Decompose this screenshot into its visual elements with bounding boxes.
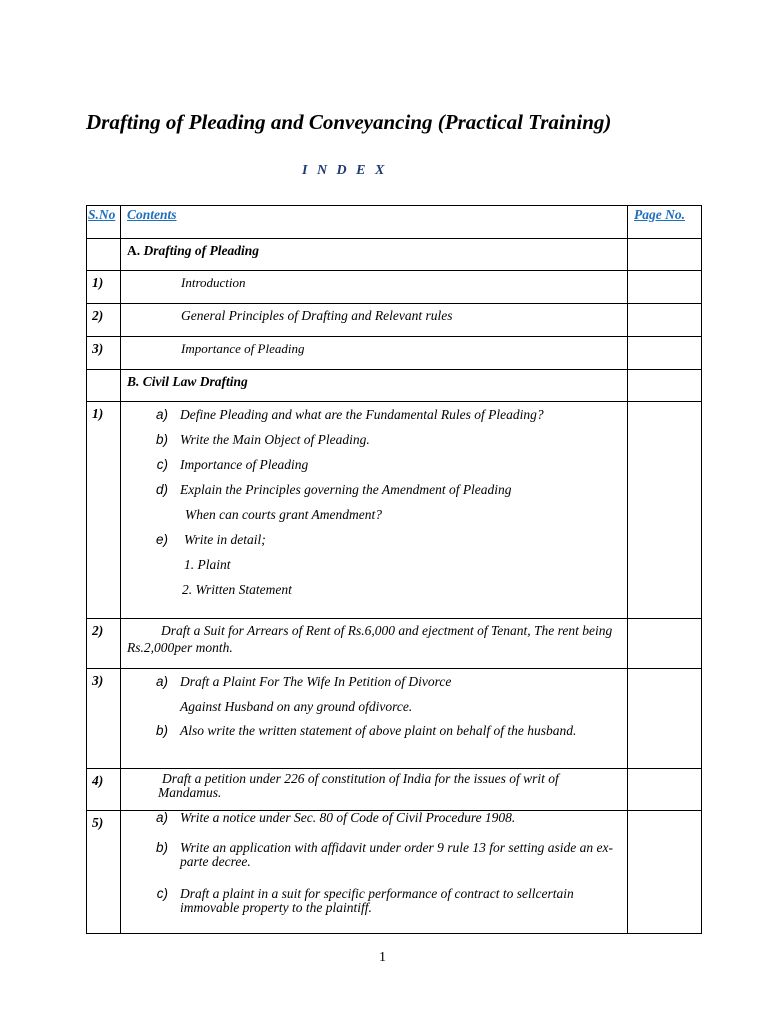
section-b-row <box>87 370 702 402</box>
list-item: c) Importance of Pleading <box>156 457 309 472</box>
table-row <box>87 304 702 337</box>
row-text: Introduction <box>181 275 246 290</box>
table-row <box>87 811 702 934</box>
table-row <box>87 769 702 811</box>
row-text: Draft a Suit for Arrears of Rent of Rs.6,000 and ejectment of Tenant, The rent being Rs.2,000per month. <box>127 623 613 655</box>
row-sno: 2) <box>92 623 104 638</box>
list-item: a) Define Pleading and what are the Fundamental Rules of Pleading? <box>155 407 544 422</box>
list-item: b) Write an application with affidavit under order 9 rule 13 for setting aside an ex-parte decree. <box>155 840 613 869</box>
row-sno: 1) <box>92 406 104 421</box>
table-row <box>87 337 702 370</box>
table-row <box>87 402 702 619</box>
list-item-continuation: Against Husband on any ground ofdivorce. <box>180 699 413 714</box>
index-table <box>86 205 702 934</box>
table-row <box>87 271 702 304</box>
header-contents-link[interactable]: Contents <box>127 207 177 222</box>
row-sno: 1) <box>92 275 104 290</box>
sub-list-item: 1. Plaint <box>184 557 231 572</box>
list-item: d) Explain the Principles governing the Amendment of Pleading <box>155 482 512 497</box>
list-item: a) Draft a Plaint For The Wife In Petition of Divorce <box>155 674 452 689</box>
list-item-continuation: When can courts grant Amendment? <box>185 507 382 522</box>
section-b-heading: B. Civil Law Drafting <box>127 374 248 389</box>
index-heading: I N D E X <box>302 163 388 178</box>
row-text: Importance of Pleading <box>181 341 305 356</box>
row-text: Draft a petition under 226 of constitution of India for the issues of writ of Mandamus. <box>158 771 559 800</box>
row-sno: 4) <box>92 773 104 788</box>
list-item: b) Write the Main Object of Pleading. <box>155 432 370 447</box>
row-sno: 5) <box>92 815 104 830</box>
row-sno: 3) <box>92 341 104 356</box>
document-title: Drafting of Pleading and Conveyancing (Practical Training) <box>86 110 612 134</box>
list-item: c) Draft a plaint in a suit for specific performance of contract to sellcertain immovable property to the plaintiff. <box>156 886 574 915</box>
sub-list-item: 2. Written Statement <box>182 582 292 597</box>
table-row <box>87 669 702 769</box>
section-a-row <box>87 239 702 271</box>
section-a-heading: A. Drafting of Pleading <box>127 243 260 258</box>
list-item: a) Write a notice under Sec. 80 of Code of Civil Procedure 1908. <box>155 810 516 825</box>
row-sno: 3) <box>92 673 104 688</box>
page-number: 1 <box>379 950 386 965</box>
row-sno: 2) <box>92 308 104 323</box>
list-item: e) Write in detail; <box>155 532 266 547</box>
table-row <box>87 619 702 669</box>
table-header-row <box>87 206 702 239</box>
header-page-link[interactable]: Page No. <box>634 207 685 222</box>
row-text: General Principles of Drafting and Relevant rules <box>181 308 453 323</box>
list-item: b) Also write the written statement of above plaint on behalf of the husband. <box>155 723 577 738</box>
header-sno-link[interactable]: S.No <box>88 207 116 222</box>
